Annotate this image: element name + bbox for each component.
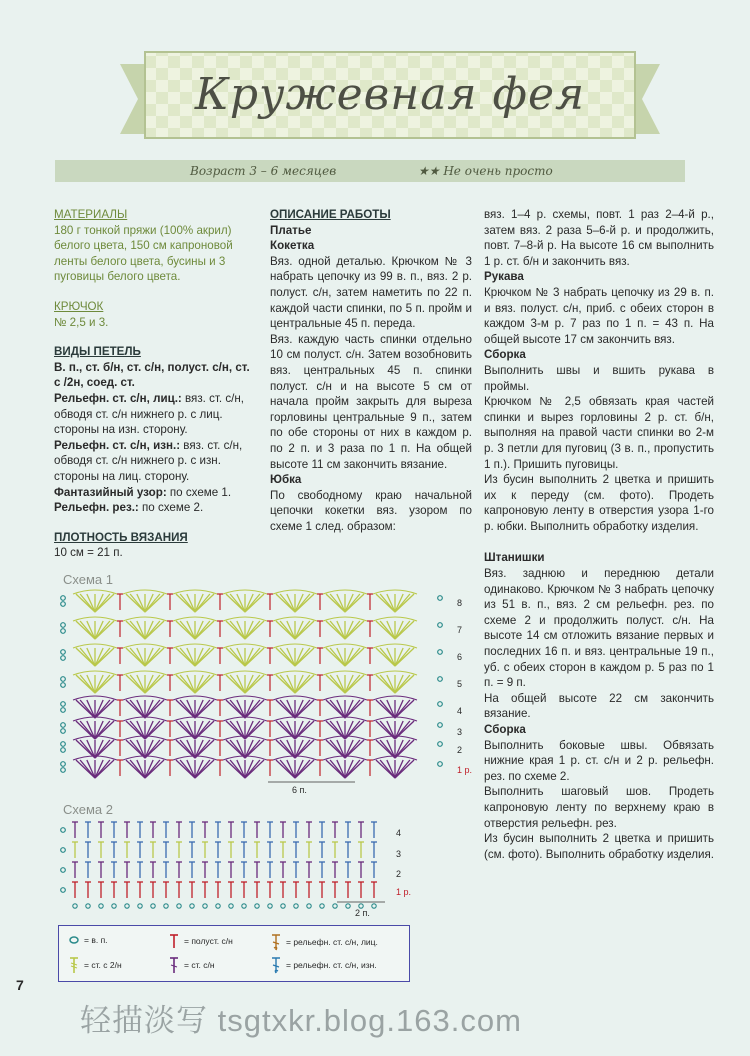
density-text: 10 см = 21 п. [54,546,123,560]
density-heading: ПЛОТНОСТЬ ВЯЗАНИЯ [54,530,188,544]
chain-mark [61,596,66,601]
stitch-item: Рельефн. ст. с/н, изн.: вяз. ст. с/н, обводя ст. с/н нижнего р. с изн. стороны на лиц. сторону. [54,438,243,483]
fan-stitch-mark [145,740,164,758]
fan-stitch-mark [245,594,264,612]
back-post-icon [269,956,283,974]
fan-stitch-mark [195,700,214,718]
watermark: 轻描淡写 tsgtxkr.blog.163.com [80,1003,522,1038]
yoke-heading: Кокетка [270,239,315,253]
fan-stitch-mark [345,700,364,718]
fan-arc-mark [223,590,267,594]
left-column [54,207,254,561]
schema-1-title: Схема 1 [63,572,113,587]
fan-stitch-mark [145,648,164,666]
assembly-heading: Сборка [484,348,526,362]
base-chain-mark [320,904,324,908]
fan-arc-mark [323,644,367,648]
chain-mark [438,723,443,728]
schema-1-repeat-label: 6 п. [292,785,307,795]
stitch-item: Фантазийный узор: по схеме 1. [54,485,232,499]
chain-mark [61,602,66,607]
base-chain-mark [86,904,90,908]
schema-1-row-label: 7 [457,625,463,635]
description-heading: ОПИСАНИЕ РАБОТЫ [270,208,391,221]
difficulty-label [418,164,553,178]
age-label: Возраст 3 – 6 месяцев [190,164,337,178]
base-chain-mark [307,904,311,908]
fan-arc-mark [323,590,367,594]
fan-stitch-mark [395,700,414,718]
assembly-text: Выполнить швы и вшить рукава в проймы. [484,363,714,393]
chain-mark [61,888,66,893]
legend-chain-text: = в. п. [84,935,108,945]
fan-arc-mark [123,644,167,648]
chain-mark [61,762,66,767]
fan-stitch-mark [395,594,414,612]
info-bar [55,160,685,182]
chain-mark [61,656,66,661]
base-chain-mark [229,904,233,908]
skirt-cont-text: вяз. 1–4 р. схемы, повт. 1 раз 2–4-й р., затем вяз. 2 раза 5–6-й р. и продолжить, повт. 7–8-й р. На высоте 16 см выполнить 1 р. ст. б/н и закончить вяз. [484,208,714,268]
fan-arc-mark [223,671,267,675]
chain-mark [61,708,66,713]
chain-mark [438,623,443,628]
base-chain-mark [177,904,181,908]
fan-arc-mark [173,590,217,594]
yoke-text-2: Вяз. каждую часть спинки отдельно 10 см полуст. с/н. Затем возобновить вяз. центральных 45 п. спинки полуст. с/н и на высоте 5 см от начала пройм закрыть для выреза горловины центральные 9 п., затем по обе стороны от них в каждом р. по 2 п. и 3 раза по 1 п. На общей высоте 11 см закончить вязание. [270,332,472,471]
materials-text: 180 г тонкой пряжи (100% акрил) белого цвета, 150 см капроновой ленты белого цвета, бусины и 3 пуговицы белого цвета. [54,223,233,284]
fan-arc-mark [123,696,167,700]
chain-mark [61,868,66,873]
fan-arc-mark [173,617,217,621]
fan-stitch-mark [245,700,264,718]
fan-arc-mark [273,590,317,594]
difficulty-text: Не очень просто [443,164,553,178]
fan-arc-mark [173,696,217,700]
page-number: 7 [16,977,24,993]
pants-text-2: На общей высоте 22 см закончить вязание. [484,691,714,721]
fan-stitch-mark [245,675,264,693]
schema-2-row-label: 2 [396,869,402,879]
fan-arc-mark [73,644,117,648]
schema-1-row-label: 5 [457,679,463,689]
chain-mark [438,762,443,767]
chain-mark [61,742,66,747]
schema-2-row-label: 4 [396,828,402,838]
chain-mark [61,677,66,682]
schema-1-row-label: 8 [457,598,463,608]
middle-column [270,207,472,534]
schema-1-row-label: 4 [457,706,463,716]
base-chain-mark [190,904,194,908]
hook-heading: КРЮЧОК [54,299,104,313]
fan-arc-mark [373,617,417,621]
pants-assembly-text-3: Из бусин выполнить 2 цветка и пришить (см. фото). Выполнить обработку изделия. [484,832,714,861]
fan-stitch-mark [195,675,214,693]
fan-stitch-mark [95,760,114,778]
fan-stitch-mark [145,621,164,639]
fan-arc-mark [373,644,417,648]
fan-stitch-mark [245,648,264,666]
fan-stitch-mark [345,740,364,758]
hook-text: № 2,5 и 3. [54,315,109,329]
sleeves-heading: Рукава [484,270,524,284]
front-post-icon [269,933,283,951]
fan-stitch-mark [95,675,114,693]
fan-stitch-mark [295,760,314,778]
star-icon: ★★ [418,164,440,178]
schema-1-row-label: 3 [457,727,463,737]
fan-stitch-mark [145,675,164,693]
base-chain-mark [346,904,350,908]
legend-fp [269,933,378,951]
legend-hdc-text: = полуст. с/н [184,936,233,946]
assembly-text-3: Из бусин выполнить 2 цветка и пришить их к переду (см. фото). Продеть капроновую ленту в отверстия узора 1-го р. юбки. Выполнить обработку изделия. [484,473,714,533]
fan-arc-mark [273,644,317,648]
skirt-text: По свободному краю начальной цепочки кокетки вяз. узором по схеме 1 след. образом: [270,488,472,533]
page-title: Кружевная фея [194,68,586,120]
legend-bp [269,956,377,974]
chain-mark [61,683,66,688]
stitch-item: Рельефн. ст. с/н, лиц.: вяз. ст. с/н, обводя ст. с/н нижнего р. с лиц. стороны на изн. сторону. [54,391,244,437]
fan-arc-mark [123,617,167,621]
stitches-heading: ВИДЫ ПЕТЕЛЬ [54,345,141,359]
fan-stitch-mark [345,621,364,639]
fan-arc-mark [373,696,417,700]
chain-mark [61,748,66,753]
assembly-text-2: Крючком № 2,5 обвязать края частей спинки и вырез горловины 2 р. ст. б/н, выполняя на правой части спинки во 2-м р. 3 петли для пуговиц (3 в. п., пропустить 1 п.). Пришить пуговицы. [484,395,714,471]
base-chain-mark [164,904,168,908]
fan-arc-mark [223,617,267,621]
legend-dc2-text: = ст. с 2/н [84,960,122,970]
schema-2-row-label: 3 [396,849,402,859]
legend-hdc [167,933,233,949]
chain-mark [438,742,443,747]
chain-mark [61,623,66,628]
fan-stitch-mark [395,740,414,758]
schema-2-diagram [55,802,475,920]
fan-stitch-mark [145,700,164,718]
chain-icon [67,935,81,945]
base-chain-mark [203,904,207,908]
chain-mark [61,702,66,707]
base-chain-mark [216,904,220,908]
fan-arc-mark [273,696,317,700]
sleeves-text: Крючком № 3 набрать цепочку из 29 в. п. и вяз. полуст. с/н, приб. с обеих сторон в каждом 3-м р. 7 раз по 1 п. = 43 п. На общей высоте 17 см закончить вяз. [484,285,714,346]
schema-1-diagram [55,572,475,802]
title-banner [120,44,660,144]
fan-stitch-mark [145,760,164,778]
fan-arc-mark [373,590,417,594]
right-column [484,207,714,862]
legend-dc-text: = ст. с/н [184,960,215,970]
chain-mark [61,629,66,634]
chain-mark [61,828,66,833]
fan-arc-mark [173,644,217,648]
fan-arc-mark [173,671,217,675]
symbol-legend [58,925,410,982]
chain-mark [61,650,66,655]
base-chain-mark [138,904,142,908]
yoke-text: Вяз. одной деталью. Крючком № 3 набрать цепочку из 99 в. п., вяз. 2 р. полуст. с/н, затем наметить по 22 п. каждой части спинки, по 5 п. пройм и центральные 45 п. переда. [270,254,472,331]
chain-mark [61,848,66,853]
fan-arc-mark [373,671,417,675]
pants-text: Вяз. заднюю и переднюю детали одинаково. Крючком № 3 набрать цепочку из 51 в. п., вяз. 2 см рельефн. рез. по схеме 2 и продолжить полуст. с/н. На высоте 14 см отложить вязание первых и последних 16 п. и вяз. центральные 19 п., уб. с обеих сторон в каждом р. 5 раз по 1 п. = 9 п. [484,567,714,690]
fan-arc-mark [223,696,267,700]
chain-mark [61,723,66,728]
pants-assembly-heading: Сборка [484,723,526,736]
fan-arc-mark [223,644,267,648]
base-chain-mark [112,904,116,908]
chain-mark [438,677,443,682]
fan-stitch-mark [395,675,414,693]
fan-stitch-mark [295,594,314,612]
base-chain-mark [255,904,259,908]
fan-arc-mark [123,590,167,594]
fan-stitch-mark [345,648,364,666]
base-chain-mark [333,904,337,908]
schema-2 [55,802,475,920]
fan-stitch-mark [345,675,364,693]
schema-2-title: Схема 2 [63,802,113,817]
base-chain-mark [151,904,155,908]
fan-arc-mark [73,590,117,594]
fan-stitch-mark [395,760,414,778]
skirt-heading: Юбка [270,473,302,487]
fan-stitch-mark [395,648,414,666]
chain-mark [438,702,443,707]
fan-stitch-mark [145,594,164,612]
fan-stitch-mark [195,594,214,612]
fan-stitch-mark [195,760,214,778]
schema-1-row-label: 1 р. [457,765,473,775]
schema-2-repeat-label: 2 п. [355,908,370,918]
base-chain-mark [125,904,129,908]
chain-mark [438,596,443,601]
legend-chain [67,935,108,945]
chain-mark [61,768,66,773]
fan-arc-mark [273,617,317,621]
fan-arc-mark [73,617,117,621]
pants-assembly-text-2: Выполнить шаговый шов. Продеть капроновую ленту по верхнему краю в отверстия рельефн. рез. [484,785,714,830]
fan-stitch-mark [295,648,314,666]
schema-1-row-label: 6 [457,652,463,662]
fan-stitch-mark [295,621,314,639]
fan-arc-mark [73,671,117,675]
fan-stitch-mark [295,700,314,718]
schema-1 [55,572,475,802]
legend-dc2 [67,956,122,974]
fan-stitch-mark [195,648,214,666]
fan-arc-mark [323,671,367,675]
legend-fp-text: = рельефн. ст. с/н, лиц. [286,937,378,947]
fan-stitch-mark [245,740,264,758]
fan-stitch-mark [95,621,114,639]
stitch-item: Рельефн. рез.: по схеме 2. [54,501,204,515]
base-chain-mark [281,904,285,908]
fan-stitch-mark [345,760,364,778]
chain-mark [438,650,443,655]
hdc-icon [167,933,181,949]
fan-stitch-mark [95,740,114,758]
fan-stitch-mark [345,594,364,612]
stitch-item: В. п., ст. б/н, ст. с/н, полуст. с/н, ст. с /2н, соед. ст. [54,360,250,390]
dress-heading: Платье [270,223,312,237]
base-chain-mark [294,904,298,908]
dc-icon [167,956,181,974]
fan-stitch-mark [95,648,114,666]
legend-dc [167,956,215,974]
pants-heading: Штанишки [484,551,545,565]
schema-1-row-label: 2 [457,745,463,755]
base-chain-mark [268,904,272,908]
fan-stitch-mark [95,594,114,612]
base-chain-mark [73,904,77,908]
legend-bp-text: = рельефн. ст. с/н, изн. [286,960,377,970]
fan-arc-mark [273,671,317,675]
fan-stitch-mark [245,621,264,639]
fan-stitch-mark [245,760,264,778]
fan-arc-mark [323,617,367,621]
fan-stitch-mark [295,675,314,693]
base-chain-mark [372,904,376,908]
materials-heading: МАТЕРИАЛЫ [54,208,128,221]
base-chain-mark [99,904,103,908]
fan-arc-mark [123,671,167,675]
fan-stitch-mark [295,740,314,758]
dc2-icon [67,956,81,974]
schema-2-row-label: 1 р. [396,887,412,897]
fan-arc-mark [73,696,117,700]
base-chain-mark [242,904,246,908]
pants-assembly-text: Выполнить боковые швы. Обвязать нижние края 1 р. ст. с/н и 2 р. рельефн. рез. по схеме 2. [484,738,714,783]
fan-stitch-mark [395,621,414,639]
fan-arc-mark [323,696,367,700]
chain-mark [61,729,66,734]
fan-stitch-mark [95,700,114,718]
fan-stitch-mark [195,621,214,639]
fan-stitch-mark [195,740,214,758]
